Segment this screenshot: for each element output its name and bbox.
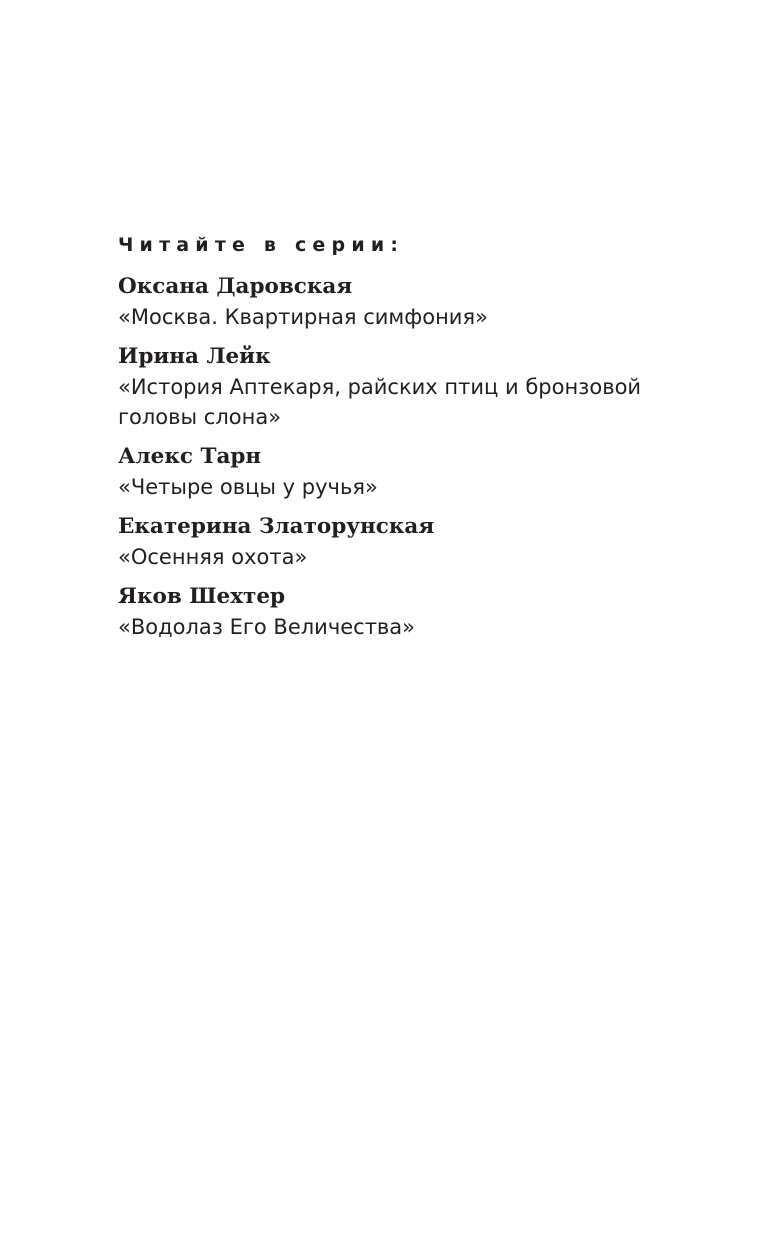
book-title: «Четыре овцы у ручья» <box>118 475 378 499</box>
book-title: «Осенняя охота» <box>118 545 308 569</box>
book-entry-4 <box>118 512 718 572</box>
book-entry-3 <box>118 442 718 502</box>
book-entry-5 <box>118 582 718 642</box>
author-name: Алекс Тарн <box>118 444 262 469</box>
book-entry-1 <box>118 272 718 332</box>
author-name: Ирина Лейк <box>118 344 271 369</box>
series-heading: Читайте в серии: <box>118 234 405 256</box>
author-name: Екатерина Златорунская <box>118 514 435 539</box>
book-title: «Водолаз Его Величества» <box>118 615 416 639</box>
author-name: Яков Шехтер <box>118 584 286 609</box>
book-title: «История Аптекаря, райских птиц и бронзовой головы слона» <box>118 375 642 429</box>
book-entry-2 <box>118 342 718 432</box>
author-name: Оксана Даровская <box>118 274 353 299</box>
series-list-page <box>118 230 718 652</box>
book-title: «Москва. Квартирная симфония» <box>118 305 488 329</box>
